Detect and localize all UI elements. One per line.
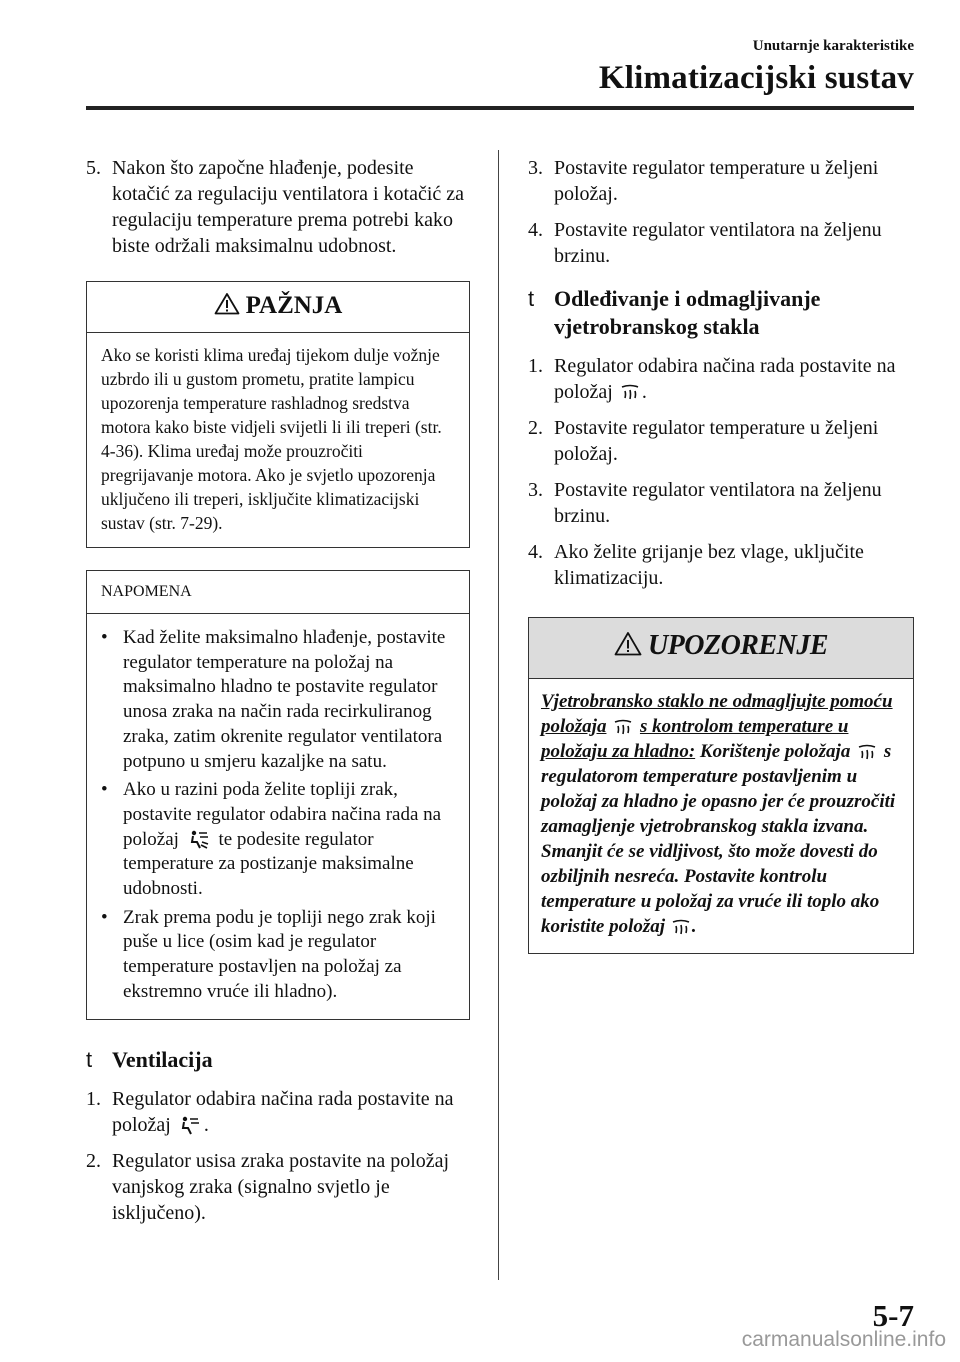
note-title: NAPOMENA	[87, 571, 469, 614]
floor-face-mode-icon	[188, 830, 210, 850]
column-divider	[498, 150, 499, 1280]
step-number: 2.	[86, 1149, 101, 1172]
step-text-end: .	[203, 1113, 209, 1136]
step-number: 4.	[528, 541, 543, 563]
note-body	[87, 614, 469, 1019]
step-number: 3.	[528, 479, 543, 501]
note-bullet-text: Ako u razini poda želite topliji zrak, postavite regulator odabira načina rada na položaj	[123, 779, 442, 850]
step-number: 1.	[528, 355, 543, 377]
step-text: Postavite regulator ventilatora na željenu brzinu.	[554, 219, 882, 267]
warning-triangle-icon	[614, 631, 642, 656]
step-text: Nakon što započne hlađenje, podesite kotačić za regulaciju ventilatora i kotačić za regulaciju temperature prema potrebi kako biste održali maksimalnu udobnost.	[112, 157, 465, 257]
warning-triangle-icon	[214, 292, 240, 315]
defrost-mode-icon	[620, 384, 640, 402]
section-ventilation	[86, 1046, 470, 1074]
warning-text: s regulatorom temperature postavljenim u položaj za hladno je opasno jer će prouzročiti zamagljenje vjetrobranskog stakla izvana. Smanjit će se vidljivost, što može dovesti do ozbiljnih nesreća. Postavite kontrolu temperature u položaj za vruće ili toplo ako koristite položaj	[541, 741, 896, 937]
face-mode-icon	[179, 1116, 201, 1136]
warning-title: UPOZORENJE	[647, 630, 829, 661]
page-number: 5-7	[872, 1298, 914, 1333]
note-box	[86, 570, 470, 1020]
step-3	[528, 155, 914, 207]
note-bullet-1	[101, 626, 455, 774]
warning-underlined-text: s kontrolom temperature u položaju za hladno:	[541, 716, 849, 762]
section-marker: t	[528, 286, 535, 311]
step-number: 5.	[86, 157, 101, 179]
step-text-end: .	[641, 381, 647, 403]
caution-header	[87, 282, 469, 333]
section-marker: t	[86, 1046, 93, 1072]
bullet-dot: •	[101, 627, 108, 648]
step-text: Ako želite grijanje bez vlage, uključite klimatizaciju.	[554, 541, 864, 589]
step-number: 2.	[528, 417, 543, 439]
step-text: Regulator usisa zraka postavite na položaj vanjskog zraka (signalno svjetlo je isključeno).	[112, 1149, 450, 1224]
defrost-mode-icon	[613, 719, 633, 737]
header-rule	[86, 106, 914, 110]
note-bullet-text: te podesite regulator temperature za postizanje maksimalne udobnosti.	[123, 828, 414, 900]
warning-body	[529, 679, 913, 953]
header-section-label: Unutarnje karakteristike	[752, 38, 914, 54]
warning-header	[529, 618, 913, 679]
step-5	[86, 155, 470, 259]
defrost-step-1	[528, 353, 914, 405]
vent-step-2	[86, 1148, 470, 1226]
caution-box	[86, 281, 470, 548]
step-number: 1.	[86, 1087, 101, 1110]
warning-text-end: .	[691, 916, 697, 937]
caution-text: Ako se koristi klima uređaj tijekom dulje vožnje uzbrdo ili u gustom prometu, pratite lampicu upozorenja temperature rashladnog sredstva motora kako biste vidjeli svijetli li ili treperi (str. 4-36). Klima uređaj može prouzročiti pregrijavanje motora. Ako je svjetlo upozorenja uključeno ili treperi, isključite klimatizacijski sustav (str. 7-29).	[101, 345, 442, 533]
note-bullet-3	[101, 906, 455, 1005]
defrost-step-2	[528, 415, 914, 467]
page-title: Klimatizacijski sustav	[598, 60, 914, 96]
warning-box	[528, 617, 914, 954]
left-column	[86, 155, 470, 1236]
step-text: Postavite regulator temperature u željeni položaj.	[554, 417, 879, 465]
step-text: Postavite regulator ventilatora na željenu brzinu.	[554, 479, 882, 527]
defrost-mode-icon	[671, 919, 691, 937]
bullet-dot: •	[101, 779, 108, 801]
section-title: Odleđivanje i odmagljivanje vjetrobranskog stakla	[554, 286, 821, 339]
defrost-step-4	[528, 539, 914, 591]
note-bullet-text: Zrak prema podu je topliji nego zrak koji puše u lice (osim kad je regulator temperature postavljen na položaj za ekstremno vruće ili hladno).	[123, 906, 436, 1002]
bullet-dot: •	[101, 906, 108, 928]
watermark: carmanualsonline.info	[741, 1328, 946, 1351]
defrost-step-3	[528, 477, 914, 529]
note-bullet-2	[101, 778, 455, 902]
step-number: 4.	[528, 219, 543, 241]
note-bullet-text: Kad želite maksimalno hlađenje, postavite regulator temperature na položaj na maksimalno hladno te postavite regulator unosa zraka na način rada recirkuliranog zraka, zatim okrenite regulator ventilatora potpuno u smjeru kazaljke na satu.	[123, 627, 446, 772]
right-column	[528, 155, 914, 972]
warning-text: Korištenje položaja	[699, 741, 851, 762]
step-text: Regulator odabira načina rada postavite na položaj	[554, 355, 896, 403]
section-title: Ventilacija	[112, 1046, 213, 1072]
step-4	[528, 217, 914, 269]
section-defrost	[528, 285, 914, 341]
step-text: Postavite regulator temperature u željeni položaj.	[554, 157, 879, 205]
step-text: Regulator odabira načina rada postavite na položaj	[112, 1087, 454, 1136]
step-number: 3.	[528, 157, 543, 179]
vent-step-1	[86, 1086, 470, 1138]
caution-title: PAŽNJA	[245, 292, 343, 319]
defrost-mode-icon	[857, 744, 877, 762]
warning-underlined-text: Vjetrobransko staklo ne odmagljujte pomoću položaja	[541, 691, 893, 737]
